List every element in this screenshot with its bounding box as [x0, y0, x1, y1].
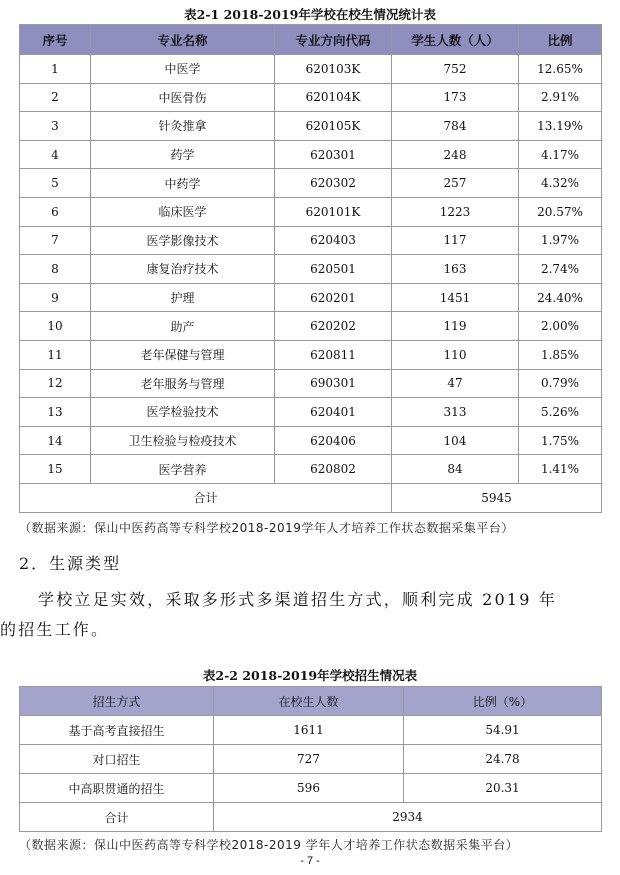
table-cell: 620105K [275, 112, 392, 141]
table-cell: 4.17% [519, 140, 602, 169]
table-row [20, 197, 602, 226]
total-row [20, 483, 602, 512]
admission-type-table [19, 686, 602, 832]
table-cell: 对口招生 [20, 745, 214, 774]
table-row [20, 369, 602, 398]
table-row [20, 398, 602, 427]
table-cell: 医学检验技术 [91, 398, 275, 427]
table-cell: 15 [20, 455, 91, 484]
header-enrolled-count: 在校生人数 [214, 687, 404, 716]
table-cell: 老年服务与管理 [91, 369, 275, 398]
section-paragraph [0, 585, 620, 645]
table1-source-note: （数据来源：保山中医药高等专科学校2018-2019学年人才培养工作状态数据采集平台） [19, 521, 514, 535]
table-cell: 596 [214, 774, 404, 803]
table-row [20, 140, 602, 169]
table-cell: 1451 [392, 283, 519, 312]
table-cell: 47 [392, 369, 519, 398]
table-row [20, 312, 602, 341]
table-cell: 11 [20, 340, 91, 369]
table-cell: 1.41% [519, 455, 602, 484]
table2-source-note: （数据来源：保山中医药高等专科学校2018-2019 学年人才培养工作状态数据采集平台） [19, 838, 519, 852]
header-index: 序号 [20, 25, 91, 55]
table-cell: 5 [20, 169, 91, 198]
table-cell: 2.00% [519, 312, 602, 341]
table-row [20, 426, 602, 455]
header-student-count: 学生人数（人） [392, 25, 519, 55]
table-cell: 老年保健与管理 [91, 340, 275, 369]
table-cell: 727 [214, 745, 404, 774]
table-cell: 620811 [275, 340, 392, 369]
table2-caption: 表2-2 2018-2019年学校招生情况表 [202, 668, 418, 683]
enrollment-by-major-table [19, 24, 602, 513]
table-cell: 257 [392, 169, 519, 198]
total-value: 5945 [392, 483, 602, 512]
table-cell: 163 [392, 255, 519, 284]
table-cell: 9 [20, 283, 91, 312]
table1-caption: 表2-1 2018-2019年学校在校生情况统计表 [184, 7, 436, 22]
table-cell: 8 [20, 255, 91, 284]
table-cell: 620403 [275, 226, 392, 255]
table-cell: 620406 [275, 426, 392, 455]
table-cell: 620501 [275, 255, 392, 284]
table-cell: 卫生检验与检疫技术 [91, 426, 275, 455]
header-major-name: 专业名称 [91, 25, 275, 55]
table-row [20, 83, 602, 112]
table-cell: 1.75% [519, 426, 602, 455]
total-row [20, 803, 602, 832]
table-cell: 中药学 [91, 169, 275, 198]
table-row [20, 283, 602, 312]
table-cell: 84 [392, 455, 519, 484]
table-row [20, 716, 602, 745]
table-cell: 620202 [275, 312, 392, 341]
total-label: 合计 [20, 803, 214, 832]
table-row [20, 455, 602, 484]
table-cell: 54.91 [404, 716, 602, 745]
table-cell: 620301 [275, 140, 392, 169]
table-cell: 1611 [214, 716, 404, 745]
table-row [20, 774, 602, 803]
table-row [20, 745, 602, 774]
table-cell: 医学营养 [91, 455, 275, 484]
table-cell: 620802 [275, 455, 392, 484]
table-cell: 针灸推拿 [91, 112, 275, 141]
table-cell: 5.26% [519, 398, 602, 427]
table-cell: 173 [392, 83, 519, 112]
table-cell: 248 [392, 140, 519, 169]
table-cell: 752 [392, 55, 519, 84]
table-header-row [20, 25, 602, 55]
table-cell: 110 [392, 340, 519, 369]
table-cell: 117 [392, 226, 519, 255]
table-cell: 14 [20, 426, 91, 455]
total-label: 合计 [20, 483, 392, 512]
table-row [20, 112, 602, 141]
table-cell: 1223 [392, 197, 519, 226]
table-row [20, 340, 602, 369]
table-cell: 临床医学 [91, 197, 275, 226]
table-row [20, 226, 602, 255]
table-cell: 24.40% [519, 283, 602, 312]
table-cell: 12.65% [519, 55, 602, 84]
table-header-row [20, 687, 602, 716]
table-row [20, 55, 602, 84]
table-row [20, 169, 602, 198]
table-cell: 12 [20, 369, 91, 398]
table-cell: 1.85% [519, 340, 602, 369]
page-number: - 7 - [300, 855, 320, 867]
table-cell: 13.19% [519, 112, 602, 141]
total-value: 2934 [214, 803, 602, 832]
table-cell: 3 [20, 112, 91, 141]
table-cell: 620201 [275, 283, 392, 312]
table-cell: 4.32% [519, 169, 602, 198]
table-row [20, 255, 602, 284]
table-cell: 7 [20, 226, 91, 255]
table-cell: 药学 [91, 140, 275, 169]
table-cell: 中医学 [91, 55, 275, 84]
table-cell: 中高职贯通的招生 [20, 774, 214, 803]
table-cell: 119 [392, 312, 519, 341]
table-cell: 13 [20, 398, 91, 427]
header-ratio-percent: 比例（%） [404, 687, 602, 716]
table-cell: 4 [20, 140, 91, 169]
section-heading: 2．生源类型 [19, 554, 122, 573]
table-cell: 690301 [275, 369, 392, 398]
table-cell: 中医骨伤 [91, 83, 275, 112]
table-cell: 1 [20, 55, 91, 84]
header-admission-method: 招生方式 [20, 687, 214, 716]
table-cell: 620104K [275, 83, 392, 112]
table-cell: 助产 [91, 312, 275, 341]
table-cell: 620401 [275, 398, 392, 427]
table-cell: 104 [392, 426, 519, 455]
table-cell: 1.97% [519, 226, 602, 255]
table-cell: 0.79% [519, 369, 602, 398]
table-cell: 基于高考直接招生 [20, 716, 214, 745]
table-cell: 6 [20, 197, 91, 226]
table-cell: 康复治疗技术 [91, 255, 275, 284]
paragraph-line-1: 学校立足实效，采取多形式多渠道招生方式，顺利完成 2019 年 [38, 590, 558, 609]
table-cell: 620302 [275, 169, 392, 198]
header-ratio: 比例 [519, 25, 602, 55]
table-cell: 10 [20, 312, 91, 341]
table-cell: 2.74% [519, 255, 602, 284]
table-cell: 620103K [275, 55, 392, 84]
header-major-code: 专业方向代码 [275, 25, 392, 55]
table-cell: 784 [392, 112, 519, 141]
table-cell: 20.31 [404, 774, 602, 803]
paragraph-line-2: 的招生工作。 [0, 620, 110, 639]
table-cell: 护理 [91, 283, 275, 312]
table-cell: 313 [392, 398, 519, 427]
table-cell: 医学影像技术 [91, 226, 275, 255]
table-cell: 620101K [275, 197, 392, 226]
table-cell: 24.78 [404, 745, 602, 774]
table-cell: 2.91% [519, 83, 602, 112]
table-cell: 20.57% [519, 197, 602, 226]
table-cell: 2 [20, 83, 91, 112]
